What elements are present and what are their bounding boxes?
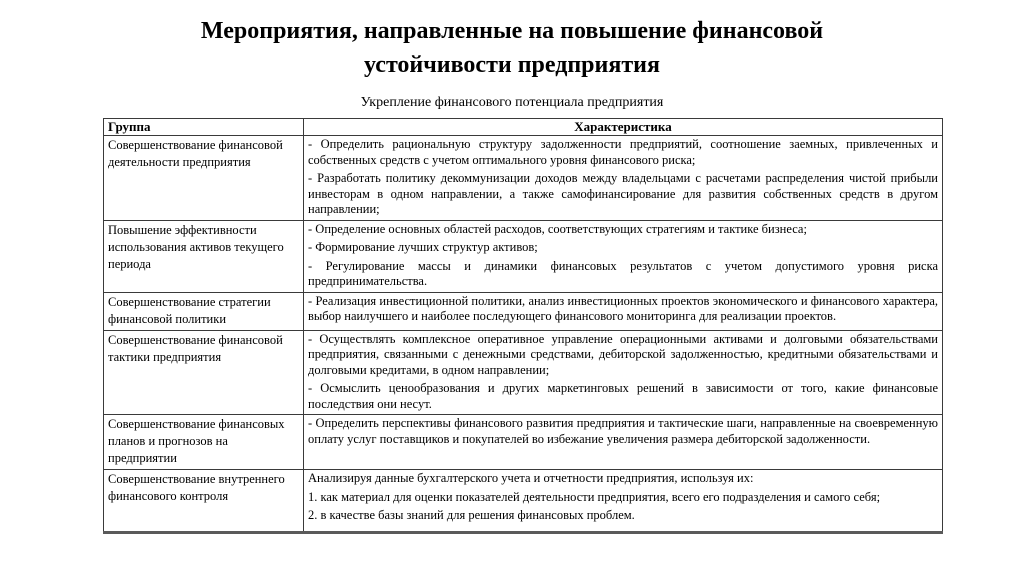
characteristic-item: - Определить перспективы финансового развития предприятия и тактические шаги, направленные на своевременную оплату услуг поставщиков и покупателей во избежание увеличения размера дебиторской задолженности.	[308, 416, 938, 446]
group-cell: Совершенствование финансовых планов и прогнозов на предприятии	[104, 415, 304, 470]
characteristic-cell	[304, 470, 943, 533]
table-row	[104, 220, 943, 292]
characteristic-cell	[304, 415, 943, 470]
page-title: Мероприятия, направленные на повышение финансовой устойчивости предприятия	[200, 18, 824, 78]
group-cell: Совершенствование финансовой тактики предприятия	[104, 330, 304, 415]
characteristic-item: Анализируя данные бухгалтерского учета и отчетности предприятия, используя их:	[308, 471, 754, 485]
characteristic-item: 2. в качестве базы знаний для решения финансовых проблем.	[308, 508, 635, 522]
group-cell: Повышение эффективности использования активов текущего периода	[104, 220, 304, 292]
characteristic-cell	[304, 330, 943, 415]
characteristic-item: - Определить рациональную структуру задолженности предприятий, соотношение заемных, привлеченных и собственных средств с учетом оптимального уровня финансового риска;	[308, 137, 938, 167]
table-header-row	[104, 119, 943, 136]
table-row	[104, 330, 943, 415]
table-caption: Укрепление финансового потенциала предприятия	[360, 95, 664, 110]
measures-table	[103, 118, 943, 534]
characteristic-item: - Определение основных областей расходов, соответствующих стратегиям и тактике бизнеса;	[308, 221, 807, 236]
table-row	[104, 470, 943, 533]
column-header-characteristic: Характеристика	[304, 119, 943, 136]
column-header-group: Группа	[104, 119, 304, 136]
document-page	[0, 14, 1024, 588]
group-cell: Совершенствование внутреннего финансового контроля	[104, 470, 304, 533]
table-row	[104, 292, 943, 330]
characteristic-cell	[304, 292, 943, 330]
characteristic-item: 1. как материал для оценки показателей деятельности предприятия, всего его подразделения и самого себя;	[308, 489, 881, 504]
group-cell: Совершенствование финансовой деятельности предприятия	[104, 136, 304, 221]
characteristic-cell	[304, 136, 943, 221]
characteristic-cell	[304, 220, 943, 292]
characteristic-item: - Реализация инвестиционной политики, анализ инвестиционных проектов экономического и финансового характера, выбор наилучшего и наиболее последующего финансового мониторинга для реализации проектов.	[308, 293, 938, 323]
table-row	[104, 136, 943, 221]
characteristic-item: - Формирование лучших структур активов;	[308, 240, 538, 254]
characteristic-item: - Регулирование массы и динамики финансовых результатов с учетом допустимого уровня риска предпринимательства.	[308, 258, 938, 288]
group-cell: Совершенствование стратегии финансовой политики	[104, 292, 304, 330]
characteristic-item: - Осуществлять комплексное оперативное управление операционными активами и долговыми обязательствами предприятия, связанными с денежными средствами, дебиторской задолженностью, кредитными обязательствами и долговыми кредитами, в одном направлении;	[308, 331, 938, 377]
characteristic-item: - Осмыслить ценообразования и других маркетинговых решений в зависимости от того, какие финансовые последствия они несут.	[308, 381, 938, 411]
table-row	[104, 415, 943, 470]
characteristic-item: - Разработать политику декоммунизации доходов между владельцами с расчетами распределения чистой прибыли инвесторам в одном направлении, а также самофинансирование для развития собственных средств в другом направлении;	[308, 171, 938, 216]
